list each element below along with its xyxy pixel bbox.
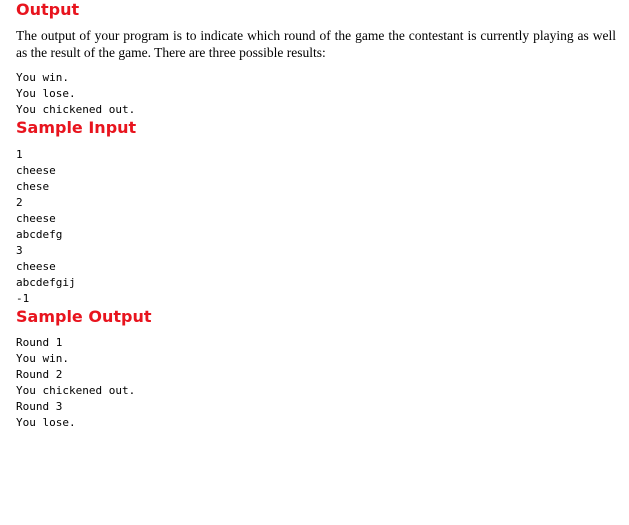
output-description: The output of your program is to indicate which round of the game the contestant is currently playing as well as the result of the game. There are three possible results: bbox=[16, 28, 616, 60]
document-page bbox=[16, 0, 616, 431]
sample-input-line: abcdefg bbox=[16, 228, 63, 241]
sample-input-line: 3 bbox=[16, 244, 23, 257]
result-line: You lose. bbox=[16, 87, 76, 100]
output-heading: Output bbox=[16, 0, 80, 19]
sample-output-line: Round 1 bbox=[16, 336, 63, 349]
result-line: You chickened out. bbox=[16, 103, 136, 116]
sample-output-line: You lose. bbox=[16, 416, 76, 429]
sample-input-heading: Sample Input bbox=[16, 118, 137, 137]
sample-input-line: chese bbox=[16, 180, 50, 193]
result-line: You win. bbox=[16, 71, 69, 84]
sample-input-line: -1 bbox=[16, 292, 30, 305]
possible-results-list bbox=[16, 70, 616, 118]
sample-input-line: cheese bbox=[16, 212, 56, 225]
sample-output-line: Round 2 bbox=[16, 368, 63, 381]
sample-output-heading: Sample Output bbox=[16, 307, 152, 326]
sample-output-line: Round 3 bbox=[16, 400, 63, 413]
sample-input-line: 1 bbox=[16, 148, 23, 161]
sample-input-line: cheese bbox=[16, 260, 56, 273]
sample-input-line: abcdefgij bbox=[16, 276, 76, 289]
sample-output-line: You win. bbox=[16, 352, 69, 365]
sample-input-line: cheese bbox=[16, 164, 56, 177]
sample-input-line: 2 bbox=[16, 196, 23, 209]
sample-output-line: You chickened out. bbox=[16, 384, 136, 397]
sample-output-block bbox=[16, 335, 616, 431]
sample-input-block bbox=[16, 147, 616, 307]
